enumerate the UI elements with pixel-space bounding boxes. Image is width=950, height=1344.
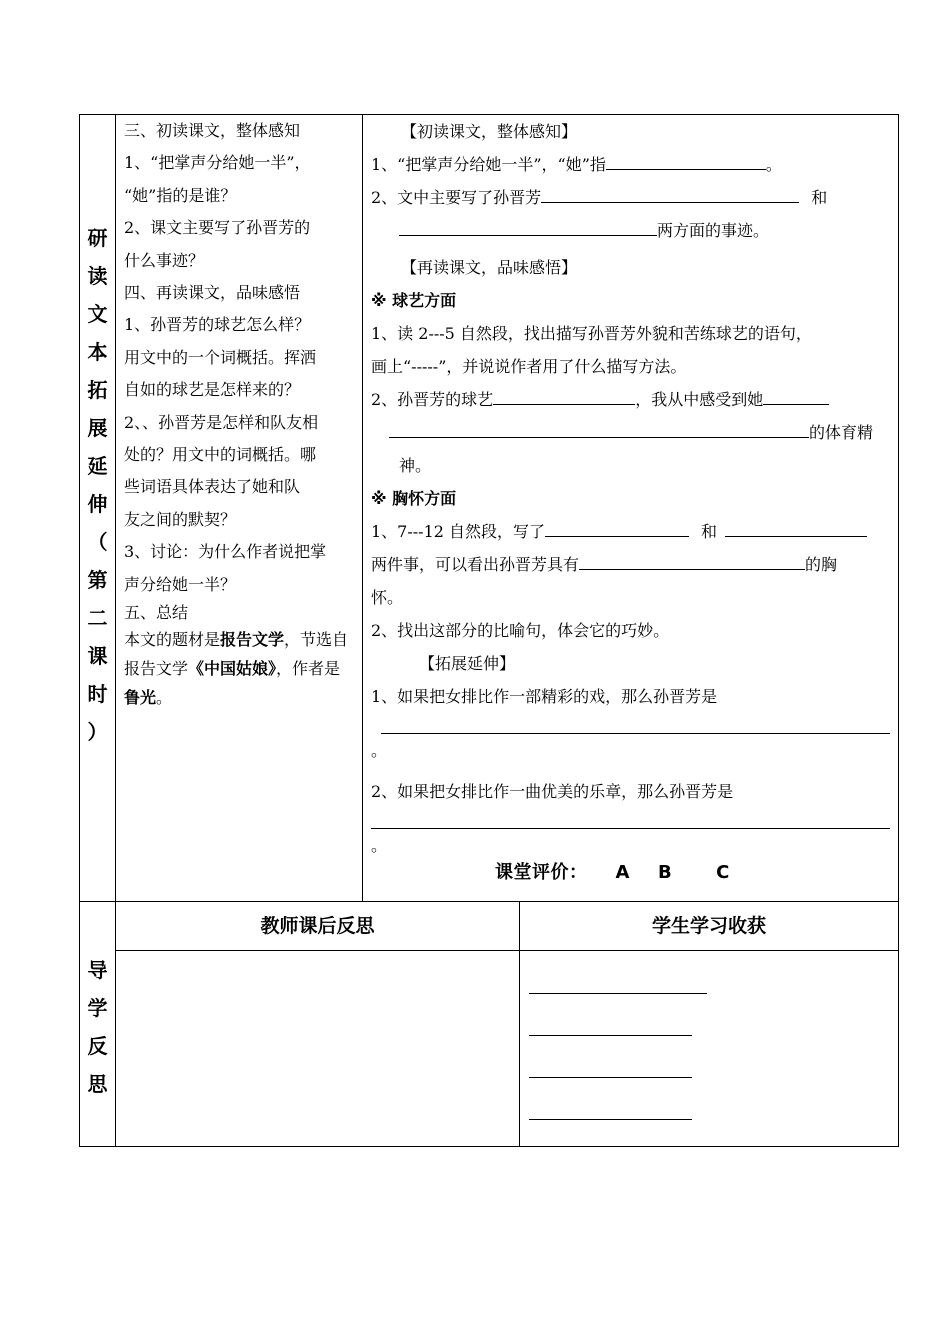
study-vertical-label <box>80 115 116 902</box>
extend-q1: 1、如果把女排比作一部精彩的戏，那么孙晋芳是 <box>371 687 718 706</box>
vlabel-char: 展 <box>87 416 108 440</box>
extend-q2-end: 。 <box>371 836 388 855</box>
gain-line[interactable] <box>529 1118 692 1120</box>
ball-q2-end: 神。 <box>399 456 432 475</box>
ball-q1-cont: 画上“-----”，并说说作者用了什么描写方法。 <box>371 357 687 376</box>
student-gain-area <box>520 951 899 1147</box>
answer-blank[interactable] <box>725 518 867 537</box>
answer-blank[interactable] <box>493 386 635 405</box>
step-line: 3、讨论：为什么作者说把掌 <box>124 542 327 562</box>
answer-blank[interactable] <box>763 386 829 405</box>
step-line: 自如的球艺是怎样来的？ <box>124 380 301 400</box>
reflection-header-row <box>80 902 899 951</box>
step-line: 友之间的默契？ <box>124 509 237 529</box>
heart-q1-cont: 两件事，可以看出孙晋芳具有 的胸 <box>371 548 890 581</box>
class-evaluation <box>495 856 890 889</box>
step-line: 些词语具体表达了她和队 <box>124 477 301 497</box>
step-line: 2、、孙晋芳是怎样和队友相 <box>124 412 319 432</box>
step-line: 处的？用文中的词概括。哪 <box>124 445 317 465</box>
grade-option[interactable]: A <box>615 862 630 883</box>
student-gain-header: 学生学习收获 <box>520 902 899 951</box>
answer-blank[interactable] <box>579 551 805 570</box>
vlabel-char: 导 <box>87 958 108 982</box>
question-2-cont: 两方面的事迹。 <box>371 214 890 247</box>
ball-q2: 2、孙晋芳的球艺 ，我从中感受到她 <box>371 383 890 416</box>
gain-line[interactable] <box>529 1076 692 1078</box>
step-line: 1、“把掌声分给她一半”， <box>124 153 311 173</box>
vlabel-char: 反 <box>87 1034 108 1058</box>
vlabel-char: 研 <box>87 226 108 250</box>
exercise-cell <box>363 115 899 902</box>
step-line: 什么事迹？ <box>124 250 205 270</box>
step-line: 声分给她一半？ <box>124 574 237 594</box>
answer-blank[interactable] <box>606 151 766 170</box>
step-line: 五、总结 <box>124 603 189 623</box>
reflection-body-row <box>80 951 899 1147</box>
heading-heart: ※ 胸怀方面 <box>371 489 457 508</box>
step-line: 1、孙晋芳的球艺怎么样？ <box>124 315 311 335</box>
vlabel-char: 伸 <box>87 492 108 516</box>
vlabel-char: 时 <box>87 682 108 706</box>
summary-paragraph: 本文的题材是报告文学，节选自报告文学《中国姑娘》，作者是鲁光。 <box>124 630 349 708</box>
heart-q1: 1、7---12 自然段，写了 和 <box>371 515 890 548</box>
vlabel-char: 第 <box>87 568 108 592</box>
heading-first-read: 【初读课文，整体感知】 <box>401 122 578 141</box>
answer-line[interactable] <box>381 713 890 734</box>
heart-q1-end: 怀。 <box>371 588 404 607</box>
gain-line[interactable] <box>529 992 707 994</box>
vlabel-char: 学 <box>87 996 108 1020</box>
vlabel-char: 课 <box>87 644 108 668</box>
answer-blank[interactable] <box>541 184 799 203</box>
study-row <box>80 115 899 902</box>
extend-q2: 2、如果把女排比作一曲优美的乐章，那么孙晋芳是 <box>371 782 734 801</box>
heading-ball-skill: ※ 球艺方面 <box>371 291 457 310</box>
ball-q2-cont: 的体育精 <box>371 416 890 449</box>
teacher-reflection-header: 教师课后反思 <box>116 902 520 951</box>
gain-line[interactable] <box>529 1034 692 1036</box>
teacher-reflection-area[interactable] <box>116 951 520 1147</box>
extend-q1-end: 。 <box>371 741 388 760</box>
vlabel-char: 二 <box>87 606 108 630</box>
step-line: 四、再读课文，品味感悟 <box>124 283 301 303</box>
grade-option[interactable]: B <box>657 862 673 883</box>
heading-extend: 【拓展延伸】 <box>419 654 516 673</box>
step-line: 2、课文主要写了孙晋芳的 <box>124 218 311 238</box>
vlabel-char: 延 <box>87 454 108 478</box>
genre-text: 报告文学 <box>220 630 285 650</box>
author-name: 鲁光 <box>124 688 157 708</box>
evaluation-label: 课堂评价： <box>495 862 588 883</box>
question-2: 2、文中主要写了孙晋芳 和 <box>371 181 890 214</box>
answer-blank[interactable] <box>545 518 689 537</box>
question-1: 1、“把掌声分给她一半”，“她”指 。 <box>371 148 890 181</box>
reflection-vertical-label <box>80 902 116 1147</box>
step-line: “她”指的是谁？ <box>124 185 237 205</box>
vlabel-char: 本 <box>87 340 108 364</box>
answer-blank[interactable] <box>399 217 657 236</box>
worksheet-table <box>79 114 899 1147</box>
vlabel-char: 拓 <box>87 378 108 402</box>
book-title: 《中国姑娘》 <box>188 659 277 679</box>
vlabel-char: 思 <box>87 1072 108 1096</box>
vlabel-char: ） <box>87 720 108 744</box>
teaching-steps-cell <box>116 115 363 902</box>
answer-blank[interactable] <box>389 419 809 438</box>
vlabel-char: 读 <box>87 264 108 288</box>
step-line: 三、初读课文，整体感知 <box>124 121 301 140</box>
heart-q2: 2、找出这部分的比喻句，体会它的巧妙。 <box>371 621 670 640</box>
answer-line[interactable] <box>371 808 890 829</box>
ball-q1: 1、读 2---5 自然段，找出描写孙晋芳外貌和苦练球艺的语句， <box>371 324 812 343</box>
step-line: 用文中的一个词概括。挥洒 <box>124 347 317 367</box>
vlabel-char: 文 <box>87 302 108 326</box>
vlabel-char: （ <box>87 530 108 554</box>
heading-second-read: 【再读课文，品味感悟】 <box>401 258 578 277</box>
grade-option[interactable]: C <box>716 862 730 883</box>
